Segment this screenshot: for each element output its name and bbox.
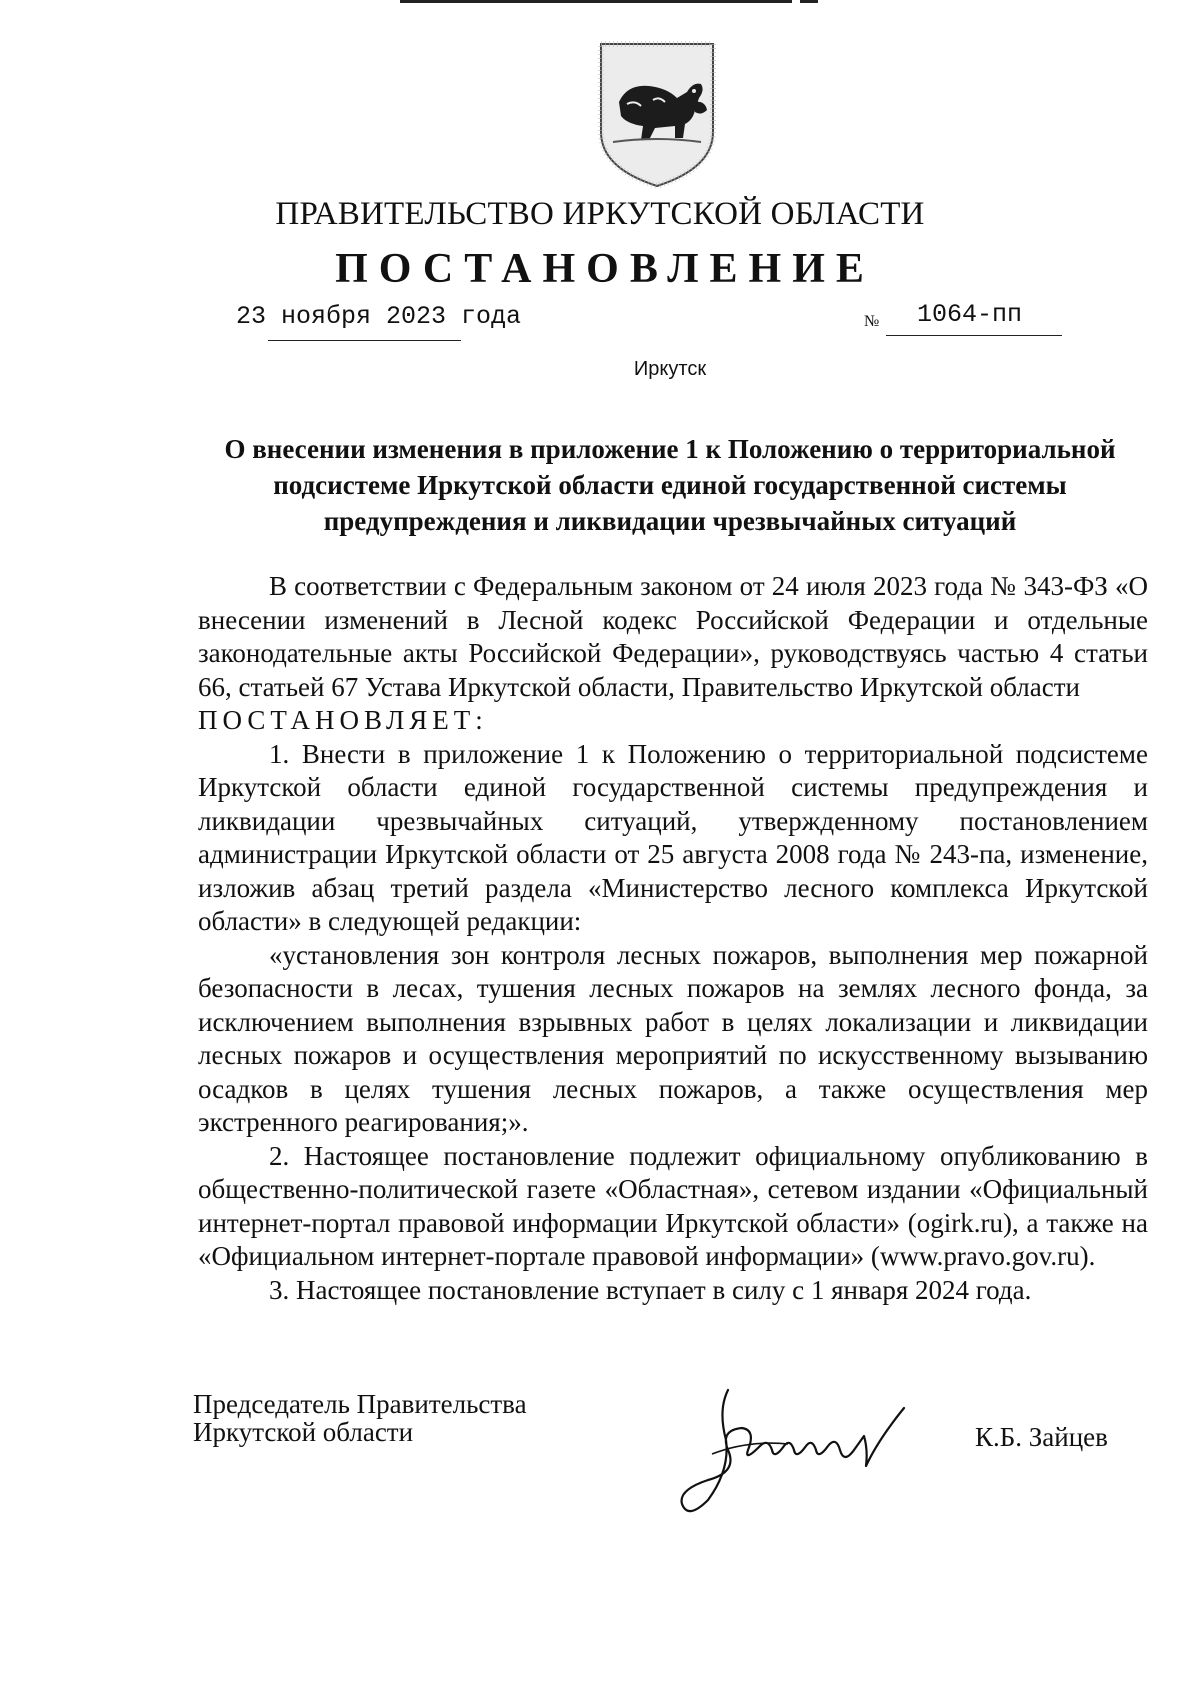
document-number: 1064-пп bbox=[917, 300, 1023, 329]
item-3-paragraph: 3. Настоящее постановление вступает в силу с 1 января 2024 года. bbox=[269, 1274, 1032, 1305]
city-name: Иркутск bbox=[633, 358, 707, 380]
date-underline bbox=[268, 340, 461, 341]
organization-name: ПРАВИТЕЛЬСТВО ИРКУТСКОЙ ОБЛАСТИ bbox=[275, 196, 925, 232]
preamble-paragraph: В соответствии с Федеральным законом от 24 июля 2023 года № 343-ФЗ «О внесении изменений в Лесной кодекс Российской Федерации и отдельные законодательные акты Российской Федерации», руководствуясь частью 4 статьи 66, статьей 67 Устава Иркутской области, Правительство Иркутской области bbox=[198, 571, 1148, 702]
signer-name: К.Б. Зайцев bbox=[975, 1422, 1108, 1452]
top-scan-line-fragment bbox=[800, 0, 818, 3]
heading-line: подсистеме Иркутской области единой государственной системы bbox=[273, 470, 1067, 500]
item-1-paragraph: 1. Внести в приложение 1 к Положению о территориальной подсистеме Иркутской области единой государственной системы предупреждения и ликвидации чрезвычайных ситуаций, утвержденному постановлением администрации Иркутской области от 25 августа 2008 года № 243-па, изменение, изложив абзац третий раздела «Министерство лесного комплекса Иркутской области» в следующей редакции: bbox=[198, 738, 1148, 936]
heading-line: О внесении изменения в приложение 1 к Положению о территориальной bbox=[224, 434, 1116, 464]
top-scan-line bbox=[400, 0, 792, 3]
quoted-paragraph: «установления зон контроля лесных пожаров, выполнения мер пожарной безопасности в лесах, тушения лесных пожаров на землях лесного фонда, за исключением выполнения взрывных работ в целях локализации и ликвидации лесных пожаров и осуществления мероприятий по искусственному вызыванию осадков в целях тушения лесных пожаров, а также осуществления мер экстренного реагирования;». bbox=[198, 939, 1148, 1137]
document-date: 23 ноября 2023 года bbox=[236, 302, 522, 331]
irkutsk-coat-of-arms-icon bbox=[597, 40, 717, 190]
decree-word: ПОСТАНОВЛЯЕТ: bbox=[198, 705, 488, 735]
signer-title bbox=[193, 1390, 527, 1446]
heading-line: предупреждения и ликвидации чрезвычайных ситуаций bbox=[323, 506, 1017, 536]
signer-title-line: Председатель Правительства bbox=[193, 1389, 527, 1419]
document-body bbox=[198, 570, 1148, 1307]
handwritten-signature-icon bbox=[668, 1380, 928, 1530]
number-underline bbox=[886, 335, 1062, 336]
document-heading bbox=[190, 431, 1150, 539]
document-type: ПОСТАНОВЛЕНИЕ bbox=[335, 246, 875, 292]
item-2-paragraph: 2. Настоящее постановление подлежит официальному опубликованию в общественно-политической газете «Областная», сетевом издании «Официальный интернет-портал правовой информации Иркутской области» (ogirk.ru), а также на «Официальном интернет-портале правовой информации» (www.pravo.gov.ru). bbox=[198, 1140, 1148, 1271]
signer-title-line: Иркутской области bbox=[193, 1417, 414, 1447]
number-sign: № bbox=[864, 313, 880, 330]
